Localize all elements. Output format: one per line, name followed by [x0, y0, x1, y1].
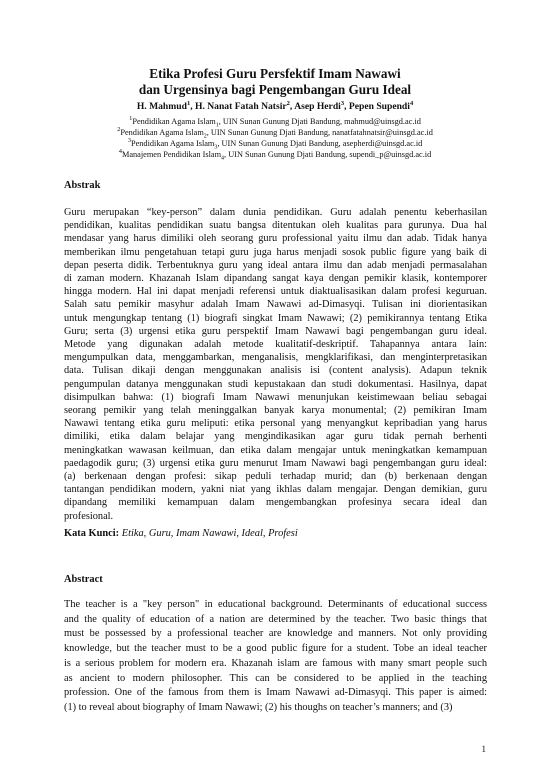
keywords-label: Kata Kunci [64, 528, 116, 539]
abstract-body [64, 598, 487, 716]
affiliation-index: 2 [117, 126, 121, 134]
paragraph-line: knowledge, but the teacher must to be a good public figure for a student. Tobe an ideal teacher [64, 643, 487, 655]
paragraph-line: as ancient to modern philosopher. This can be considered to be applied in the teaching [64, 672, 487, 684]
author-name: H. Nanat Fatah Natsir [194, 101, 287, 112]
keywords-values: Etika, Guru, Imam Nawawi, Ideal, Profesi [121, 528, 298, 539]
paragraph-line: Salah satu pemikir masyhur adalah Imam Nawawi ad-Dimasyqi. Tulisan ini diorientasikan [64, 299, 487, 311]
affiliation-subscript: 4 [221, 155, 225, 162]
paragraph-line: must be possessed by a professional teacher are knowledge and manners. Not only providing [64, 628, 487, 640]
affiliation-detail: , UIN Sunan Gunung Djati Bandung, supendi_p@uinsgd.ac.id [224, 150, 432, 159]
paragraph-line: tantangan pendidikan modern, yakni niat yang ikhlas dalam mengajar. Dengan demikian, guru [64, 484, 487, 496]
affiliation-detail: , UIN Sunan Gunung Djati Bandung, nanatfatahnatsir@uinsgd.ac.id [206, 128, 433, 137]
paragraph-line: mendasar yang harus dimiliki oleh seorang guru professional yaitu ilmu dan adab. Tidak hanya [64, 233, 487, 245]
author-index: 3 [340, 99, 345, 107]
paragraph-line: The teacher is a "key person" in educational background. Determinants of educational success [64, 599, 487, 610]
paragraph-line: di zaman modern. Khazanah Islam dipandang sangat kaya dengan pemikir klasik, kontemporer [64, 273, 487, 285]
paragraph-line: is a serious problem for modern era. Khazanah islam are famous with many smart people such [64, 657, 487, 669]
author-name: Asep Herdi [294, 101, 341, 112]
author-index: 2 [286, 99, 290, 107]
affiliation [0, 149, 550, 160]
affiliation [0, 138, 550, 149]
paper-title-line-2: dan Urgensinya bagi Pengembangan Guru Ideal [138, 82, 412, 97]
affiliation-index: 3 [127, 137, 131, 145]
affiliation [0, 127, 550, 138]
affiliation-index: 4 [118, 148, 122, 156]
paragraph-line: dipandang memiliki kemampuan dalam mengembangkan profesinya secara ideal dan [64, 497, 487, 509]
affiliation-text: Pendidikan Agama Islam [132, 117, 216, 126]
paragraph-line: hingga modern. Hal ini dapat menjadi referensi untuk diaktualisasikan dalam profesi keguruan. [64, 286, 487, 298]
paragraph-line: memberikan ilmu pengetahuan tetapi guru juga harus menjadi sosok public figure yang baik di [64, 246, 487, 258]
paragraph-line: (a) berkenaan dengan profesi: sikap peduli terhadap murid; dan (b) berkenaan dengan [64, 471, 487, 483]
author-index: 1 [186, 99, 191, 107]
abstract-heading: Abstract [64, 574, 103, 585]
keywords [64, 528, 487, 539]
paragraph-line: dimiliki, etika dalam belajar yang mengindikasikan agar guru tidak pernah berhenti [64, 431, 487, 443]
paragraph-line: Nawawi tentang etika guru meliputi: etika personal yang menyangkut kepribadian yang harus [64, 418, 487, 430]
keywords-colon: : [115, 528, 120, 539]
paragraph-line: meningkatkan wawasan keilmuan, dan etika dalam mengajar untuk meningkatkan kemampuan [64, 444, 487, 456]
abstrak-body [64, 206, 487, 523]
paragraph-line: disimpulkan bahwa: (1) biografi Imam Nawawi menunjukan keistimewaan beliau sebagai [64, 391, 487, 403]
paragraph-line: (1) to reveal about biography of Imam Nawawi; (2) his thoughs on teacher’s manners; and (3) [64, 701, 453, 713]
paragraph-line: pendidikan, kualitas pendidikan suatu bangsa ditentukan oleh kualitas para gurunya. Dua hal [64, 220, 487, 232]
affiliation-list [0, 116, 550, 160]
author-name: H. Mahmud [136, 101, 187, 112]
affiliation-subscript: 1 [215, 122, 219, 129]
paragraph-line: mengumpulkan data, menggambarkan, menganalisis, mengklarifikasi, dan menginterpretasikan [64, 352, 487, 364]
affiliation-subscript: 3 [214, 144, 218, 151]
affiliation-index: 1 [129, 115, 133, 123]
paragraph-line: Metode yang digunakan adalah metode kualitatif-deskriptif. Tahapannya antara lain: [64, 339, 487, 351]
affiliation-text: Pendidikan Agama Islam [130, 139, 215, 148]
paragraph-line: profesional. [64, 510, 114, 522]
abstrak-heading: Abstrak [64, 180, 101, 191]
affiliation [0, 116, 550, 127]
affiliation-text: Pendidikan Agama Islam [120, 128, 204, 137]
paragraph-line: profession. One of the famous from them is Imam Nawawi ad-Dimasyqi. This paper is aimed: [64, 687, 487, 699]
paragraph-line: pengumpulan datanya menggunakan studi kepustakaan dan studi dokumentasi. Hasilnya, dapat [64, 378, 487, 390]
paragraph-line: Guru; serta (3) urgensi etika guru perspektif Imam Nawawi bagi pengembangan guru ideal. [64, 325, 487, 337]
paper-title-line-1: Etika Profesi Guru Persfektif Imam Nawawi [149, 66, 401, 81]
author-name: Pepen Supendi [348, 101, 410, 112]
affiliation-text: Manajemen Pendidikan Islam [121, 150, 222, 159]
affiliation-detail: , UIN Sunan Gunung Djati Bandung, mahmud@uinsgd.ac.id [218, 117, 421, 126]
paragraph-line: and the quality of education of a nation are determined by the teacher. Two basic things that [64, 613, 487, 625]
paragraph-line: untuk mengungkap tentang (1) biografi singkat Imam Nawawi; (2) pemikirannya tentang Etika [64, 312, 487, 324]
affiliation-detail: , UIN Sunan Gunung Djati Bandung, asepherdi@uinsgd.ac.id [217, 139, 423, 148]
author-list: H. Mahmud$^1$, H. Nanat Fatah Natsir$^2$, Asep Herdi$^3$, Pepen Supendi$^4$ [136, 99, 414, 112]
affiliation-subscript: 2 [203, 133, 207, 140]
paragraph-line: seorang pemikir yang telah meninggalkan banyak karya monumental; (2) pemikiran Imam [64, 405, 487, 417]
page-number: 1 [481, 744, 486, 754]
paragraph-line: data. Tulisan dikaji dengan menggunakan analisis isi (content analysis). Adapun teknik [64, 365, 487, 377]
paragraph-line: depan peserta didik. Terbentuknya guru yang ideal antara ilmu dan adab menjadi permasalahan [64, 259, 487, 271]
author-index: 4 [409, 99, 414, 107]
paragraph-line: Guru merupakan “key-person” dalam dunia pendidikan. Guru adalah penentu keberhasilan [64, 207, 487, 218]
paragraph-line: paedagodik guru; (3) urgensi etika guru menurut Imam Nawawi bagi pengembangan guru ideal: [64, 457, 487, 469]
